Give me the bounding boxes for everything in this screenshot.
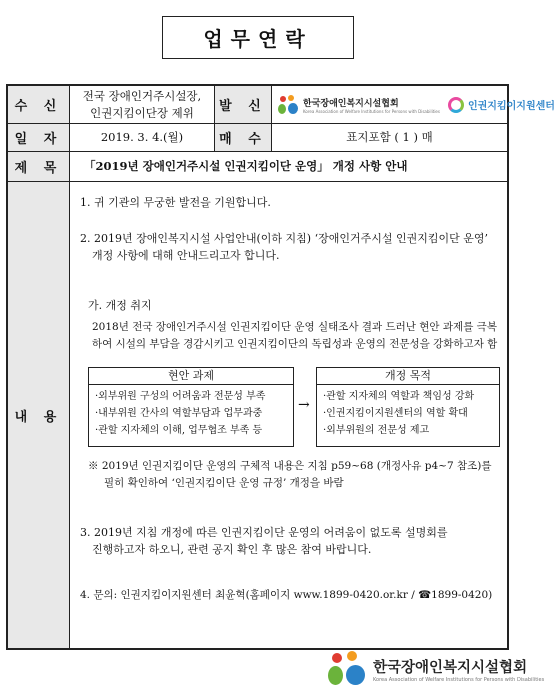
- memo-form: [6, 84, 555, 650]
- kaws-logo-sub: Korea Association of Welfare Institutions for Persons with Disabilities: [303, 108, 440, 114]
- paragraph-3-line-2: 진행하고자 하오니, 관련 공지 확인 후 많은 참여 바랍니다.: [92, 543, 372, 556]
- issues-title: 현안 과제: [89, 368, 293, 385]
- kaws-logo: [278, 95, 440, 115]
- kaws-logo-icon: [278, 95, 300, 115]
- date-value: 2019. 3. 4.(월): [100, 130, 184, 144]
- paragraph-1: 1. 귀 기관의 무궁한 발전을 기원합니다.: [80, 196, 271, 209]
- goal-item-1: ·관할 지자체의 역할과 책임성 강화: [323, 391, 475, 402]
- issues-box: [88, 367, 294, 447]
- issue-item-1: ·외부위원 구성의 어려움과 전문성 부족: [95, 391, 266, 402]
- goals-title: 개정 목적: [317, 368, 499, 385]
- sender-label: 발 신: [214, 86, 272, 123]
- goal-item-2: ·인권지킴이지원센터의 역할 확대: [323, 408, 468, 419]
- footer-logo-name: 한국장애인복지시설협회: [373, 659, 528, 676]
- paragraph-2-line-2: 개정 사항에 대해 안내드리고자 합니다.: [92, 249, 280, 262]
- sender-value: [272, 86, 555, 123]
- subsection-line-1: 2018년 전국 장애인거주시설 인권지킴이단 운영 실태조사 결과 드러난 현안 과제를 극복: [92, 321, 497, 333]
- footer-logo-sub: Korea Association of Welfare Institutions for Persons with Disabilities: [373, 676, 545, 683]
- document-title: 업무연락: [162, 16, 354, 59]
- pages-label: 매 수: [214, 124, 272, 151]
- goals-box: [316, 367, 500, 447]
- row-date-pages: [8, 124, 507, 152]
- content-label: 내 용: [8, 182, 70, 648]
- paragraph-3-line-1: 3. 2019년 지침 개정에 따른 인권지킴이단 운영의 어려움이 없도록 설명회를: [80, 526, 448, 539]
- row-subject: [8, 152, 507, 182]
- content-body: [78, 182, 507, 648]
- recipient-label: 수 신: [8, 86, 70, 123]
- recipient-value: [70, 86, 214, 123]
- paragraph-4: 4. 문의: 인권지킴이지원센터 최윤혁(홈페이지 www.1899-0420.or.kr / ☎1899-0420): [80, 589, 493, 601]
- recipient-line-1: 전국 장애인거주시설장,: [82, 88, 202, 103]
- note-line-2: 필히 확인하여 ‘인권지킴이단 운영 규정’ 개정을 바람: [104, 477, 344, 489]
- pages-value: 표지포함 ( 1 ) 매: [346, 130, 433, 144]
- kaws-logo-name: 한국장애인복지시설협회: [303, 98, 399, 109]
- goal-item-3: ·외부위원의 전문성 제고: [323, 425, 430, 436]
- center-logo: [448, 97, 555, 113]
- footer-logo-icon: [328, 651, 368, 687]
- row-content: [8, 182, 507, 648]
- issue-item-3: ·관할 지자체의 이해, 업무협조 부족 등: [95, 425, 263, 436]
- issue-item-2: ·내부위원 간사의 역할부담과 업무과중: [95, 408, 263, 419]
- row-recipient-sender: [8, 86, 555, 124]
- arrow-icon: →: [298, 397, 310, 413]
- center-logo-name: 인권지킴이지원센터: [467, 101, 555, 112]
- recipient-line-2: 인권지킴이단장 제위: [90, 105, 194, 120]
- paragraph-2-line-1: 2. 2019년 장애인복지시설 사업안내(이하 지침) ‘장애인거주시설 인권지킴이단 운영’: [80, 232, 488, 245]
- subject-label: 제 목: [8, 152, 70, 181]
- subsection-title: 가. 개정 취지: [88, 299, 152, 312]
- subject-value: 「2019년 장애인거주시설 인권지킴이단 운영」 개정 사항 안내: [84, 159, 408, 173]
- footer-logo: [328, 651, 544, 687]
- note-line-1: ※ 2019년 인권지킴이단 운영의 구체적 내용은 지침 p59~68 (개정사유 p4~7 참조)를: [88, 460, 492, 472]
- center-logo-icon: [448, 97, 464, 113]
- subsection-line-2: 하여 시설의 부담을 경감시키고 인권지킴이단의 독립성과 운영의 전문성을 강화하고자 함: [92, 338, 498, 350]
- date-label: 일 자: [8, 124, 70, 151]
